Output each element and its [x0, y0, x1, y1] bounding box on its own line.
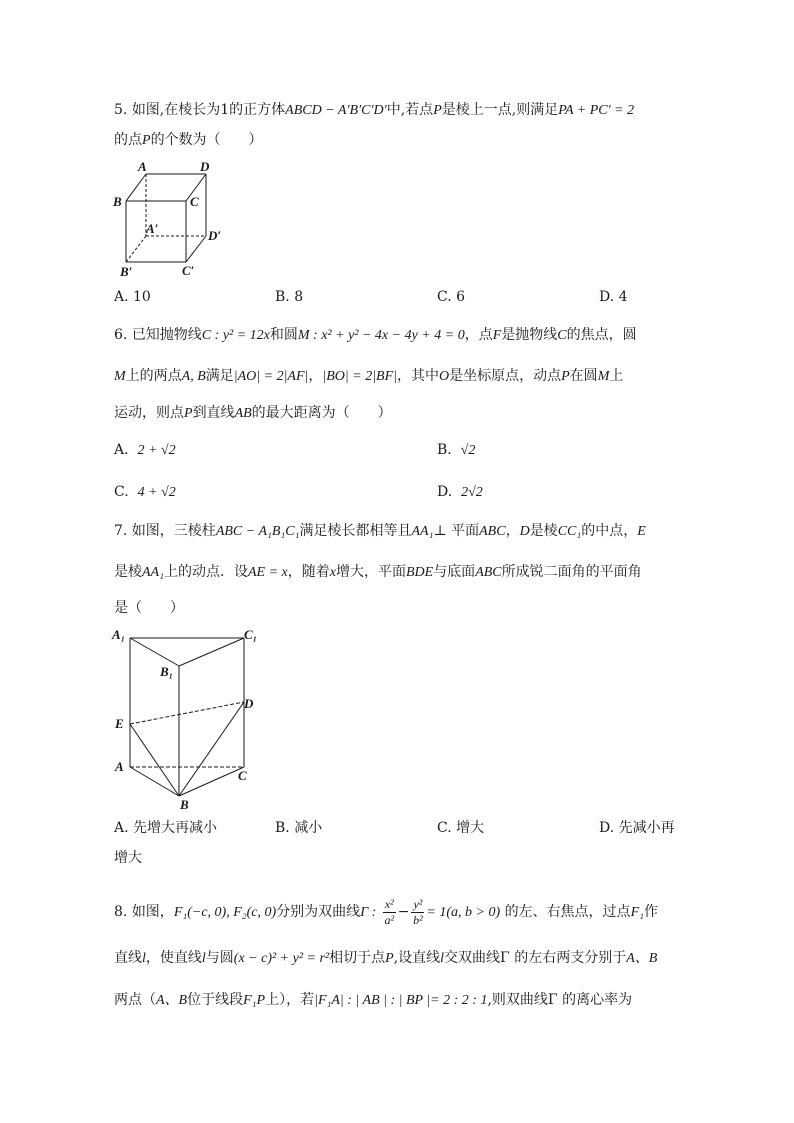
q5-option-a[interactable]: A. 10	[114, 289, 151, 305]
cube-label-C-prime: C′	[182, 263, 195, 278]
q5-line-1: 5. 如图,在棱长为1的正方体ABCD − A′B′C′D′中,若点P是棱上一点,则满足PA + PC′ = 2	[114, 102, 635, 118]
prism-label-D: D	[244, 696, 254, 711]
q6-number: 6.	[114, 327, 128, 343]
q5-line-2: 的点P的个数为（ ）	[114, 132, 263, 148]
q6-option-b[interactable]: B. √2	[437, 442, 476, 458]
condition-bo: |BO| = 2|BF|	[322, 369, 397, 384]
fraction-y2-b2: $\frac{\text{y²}}{\text{b²}}$	[413, 896, 423, 927]
q8-line-1: 8. 如图，F₁(−c, 0), F₂(c, 0)分别为双曲线Γ : $\frac{\text{x²}}{\text{a²}}$ − $\frac{\text{y²}}{\text{b²}}$ = 1(a, b > 0) 的左、右焦点，过点F₁作	[114, 896, 658, 927]
q8-line-2: 直线l，使直线l与圆(x − c)² + y² = r²相切于点P,设直线l交双曲线Γ 的左右两支分别于A、B	[114, 950, 658, 966]
q7-number: 7.	[114, 523, 128, 539]
cube-label-B: B	[113, 194, 122, 209]
q6-line-3: 运动，则点P到直线AB的最大距离为（ ）	[114, 405, 392, 421]
cube-label-B-prime: B′	[120, 264, 133, 279]
circle-equation: M : x² + y² − 4x − 4y + 4 = 0	[297, 328, 465, 343]
q7-option-d[interactable]: D. 先减小再	[599, 820, 675, 836]
prism-label-A: A	[115, 759, 124, 774]
q6-option-d[interactable]: D. 2√2	[437, 484, 483, 500]
q5-option-d[interactable]: D. 4	[599, 289, 628, 305]
cube-figure	[108, 156, 238, 280]
q6-option-a[interactable]: A. 2 + √2	[114, 442, 176, 458]
q5-number: 5.	[114, 102, 128, 118]
q5-option-b[interactable]: B. 8	[275, 289, 304, 305]
q7-option-a[interactable]: A. 先增大再减小	[114, 820, 218, 836]
condition-ao: |AO| = 2|AF|	[233, 369, 309, 384]
prism-label-C1: C₁	[244, 627, 258, 642]
cube-label-A: A	[138, 159, 147, 174]
q5-option-c[interactable]: C. 6	[437, 289, 466, 305]
q8-line-3: 两点（A、B位于线段F₁P上），若|F₁A| : | AB | : | BP |= 2 : 2 : 1,则双曲线Γ 的离心率为	[114, 992, 633, 1008]
parabola-equation: C : y² = 12x	[201, 328, 270, 343]
prism-figure	[108, 624, 268, 812]
cube-name: ABCD − A′B′C′D′	[285, 103, 387, 118]
circle-equation-q8: (x − c)² + y² = r²	[233, 951, 330, 966]
q6-line-2: M上的两点A, B满足|AO| = 2|AF|，|BO| = 2|BF|，其中O是坐标原点，动点P在圆M上	[114, 368, 624, 384]
q6-option-c[interactable]: C. 4 + √2	[114, 484, 176, 500]
q7-line-2: 是棱AA₁上的动点．设AE = x，随着x增大，平面BDE与底面ABC所成锐二面角的平面角	[114, 564, 642, 580]
q7-option-b[interactable]: B. 减小	[275, 820, 323, 836]
q8-number: 8.	[114, 904, 128, 920]
ae-equals-x: AE = x	[247, 565, 288, 580]
cube-label-D: D	[200, 159, 210, 174]
cube-label-A-prime: A′	[146, 221, 159, 236]
prism-label-A1: A₁	[112, 627, 126, 642]
prism-label-E: E	[115, 716, 124, 731]
prism-label-B1: B₁	[160, 664, 174, 679]
cube-label-D-prime: D′	[208, 228, 222, 243]
ratio: |F₁A| : | AB | : | BP |= 2 : 2 : 1	[314, 993, 488, 1008]
q5-condition: PA + PC′ = 2	[558, 103, 635, 118]
prism-label-B: B	[180, 797, 189, 812]
prism-name: ABC − A₁B₁C₁	[215, 524, 300, 539]
fraction-x2-a2: $\frac{\text{x²}}{\text{a²}}$	[384, 896, 395, 927]
q7-line-3: 是（ ）	[114, 600, 184, 616]
prism-label-C: C	[238, 768, 247, 783]
foci: F₁(−c, 0), F₂(c, 0)	[173, 905, 277, 920]
q7-option-d-wrap: 增大	[114, 850, 142, 866]
q7-option-c[interactable]: C. 增大	[437, 820, 485, 836]
cube-label-C: C	[190, 194, 199, 209]
q6-line-1: 6. 已知抛物线C : y² = 12x和圆M : x² + y² − 4x − 4y + 4 = 0，点F是抛物线C的焦点，圆	[114, 327, 637, 343]
q7-line-1: 7. 如图，三棱柱ABC − A₁B₁C₁满足棱长都相等且AA₁⊥ 平面ABC，D是棱CC₁的中点，E	[114, 523, 646, 539]
